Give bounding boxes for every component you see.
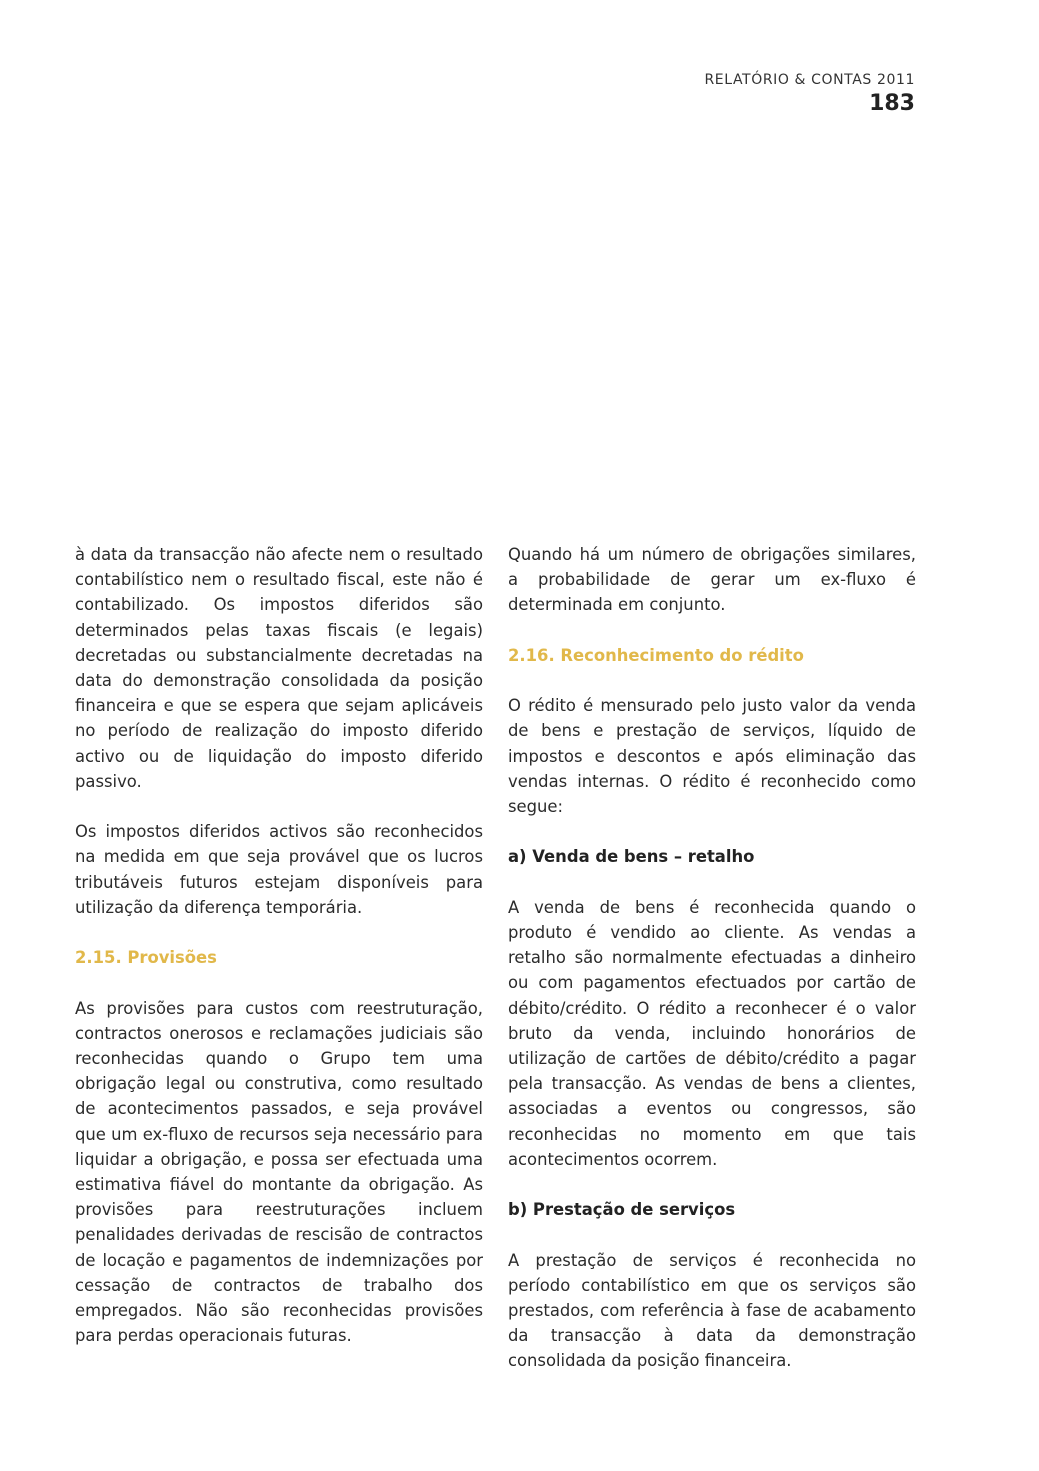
paragraph-retail-sales: A venda de bens é reconhecida quando o produto é vendido ao cliente. As vendas a retalho são normalmente efectuadas a dinheiro ou com pagamentos efectuados por cartão de débito/crédito. O rédito a reconhecer é o valor bruto da venda, incluindo honorários de utilização de cartões de débito/crédito a pagar pela transacção. As vendas de bens a clientes, associadas a eventos ou congressos, são reconhecidas no momento em que tais acontecimentos ocorrem. (508, 897, 916, 1169)
paragraph-services: A prestação de serviços é reconhecida no período contabilístico em que os serviços são prestados, com referência à fase de acabamento da transacção à data da demonstração consolidada da posição financeira. (508, 1250, 916, 1371)
paragraph-similar-obligations: Quando há um número de obrigações similares, a probabilidade de gerar um ex-fluxo é determinada em conjunto. (508, 545, 916, 615)
paragraph-provisions: As provisões para custos com reestruturação, contractos onerosos e reclamações judiciais são reconhecidas quando o Grupo tem uma obrigação legal ou construtiva, como resultado de acontecimentos passados, e seja provável que um ex-fluxo de recursos seja necessário para liquidar a obrigação, e possa ser efectuada uma estimativa fiável do montante da obrigação. As provisões para reestruturações incluem penalidades derivadas de rescisão de contractos de locação e pagamentos de indemnizações por cessação de contractos de trabalho dos empregados. Não são reconhecidas provisões para perdas operacionais futuras. (75, 998, 483, 1346)
paragraph-deferred-tax-assets: Os impostos diferidos activos são reconhecidos na medida em que seja provável que os lucros tributáveis futuros estejam disponíveis para utilização da diferença temporária. (75, 822, 483, 917)
page-header (704, 70, 915, 118)
section-heading-provisions: 2.15. Provisões (75, 948, 217, 968)
left-column (75, 542, 483, 1374)
paragraph-deferred-tax-continued: à data da transacção não afecte nem o resultado contabilístico nem o resultado fiscal, este não é contabilizado. Os impostos diferidos são determinados pelas taxas fiscais (e legais) decretadas ou substancialmente decretadas na data do demonstração consolidada da posição financeira e que se espera que sejam aplicáveis no período de realização do imposto diferido activo ou de liquidação do imposto diferido passivo. (75, 545, 483, 791)
right-column (508, 542, 916, 1399)
section-heading-revenue-recognition: 2.16. Reconhecimento do rédito (508, 645, 804, 665)
subheading-retail-sales: a) Venda de bens – retalho (508, 847, 755, 867)
page-number: 183 (869, 91, 915, 116)
report-title: RELATÓRIO & CONTAS 2011 (704, 72, 915, 88)
paragraph-revenue-measurement: O rédito é mensurado pelo justo valor da venda de bens e prestação de serviços, líquido de impostos e descontos e após eliminação das vendas internas. O rédito é reconhecido como segue: (508, 696, 916, 816)
subheading-services: b) Prestação de serviços (508, 1200, 736, 1220)
